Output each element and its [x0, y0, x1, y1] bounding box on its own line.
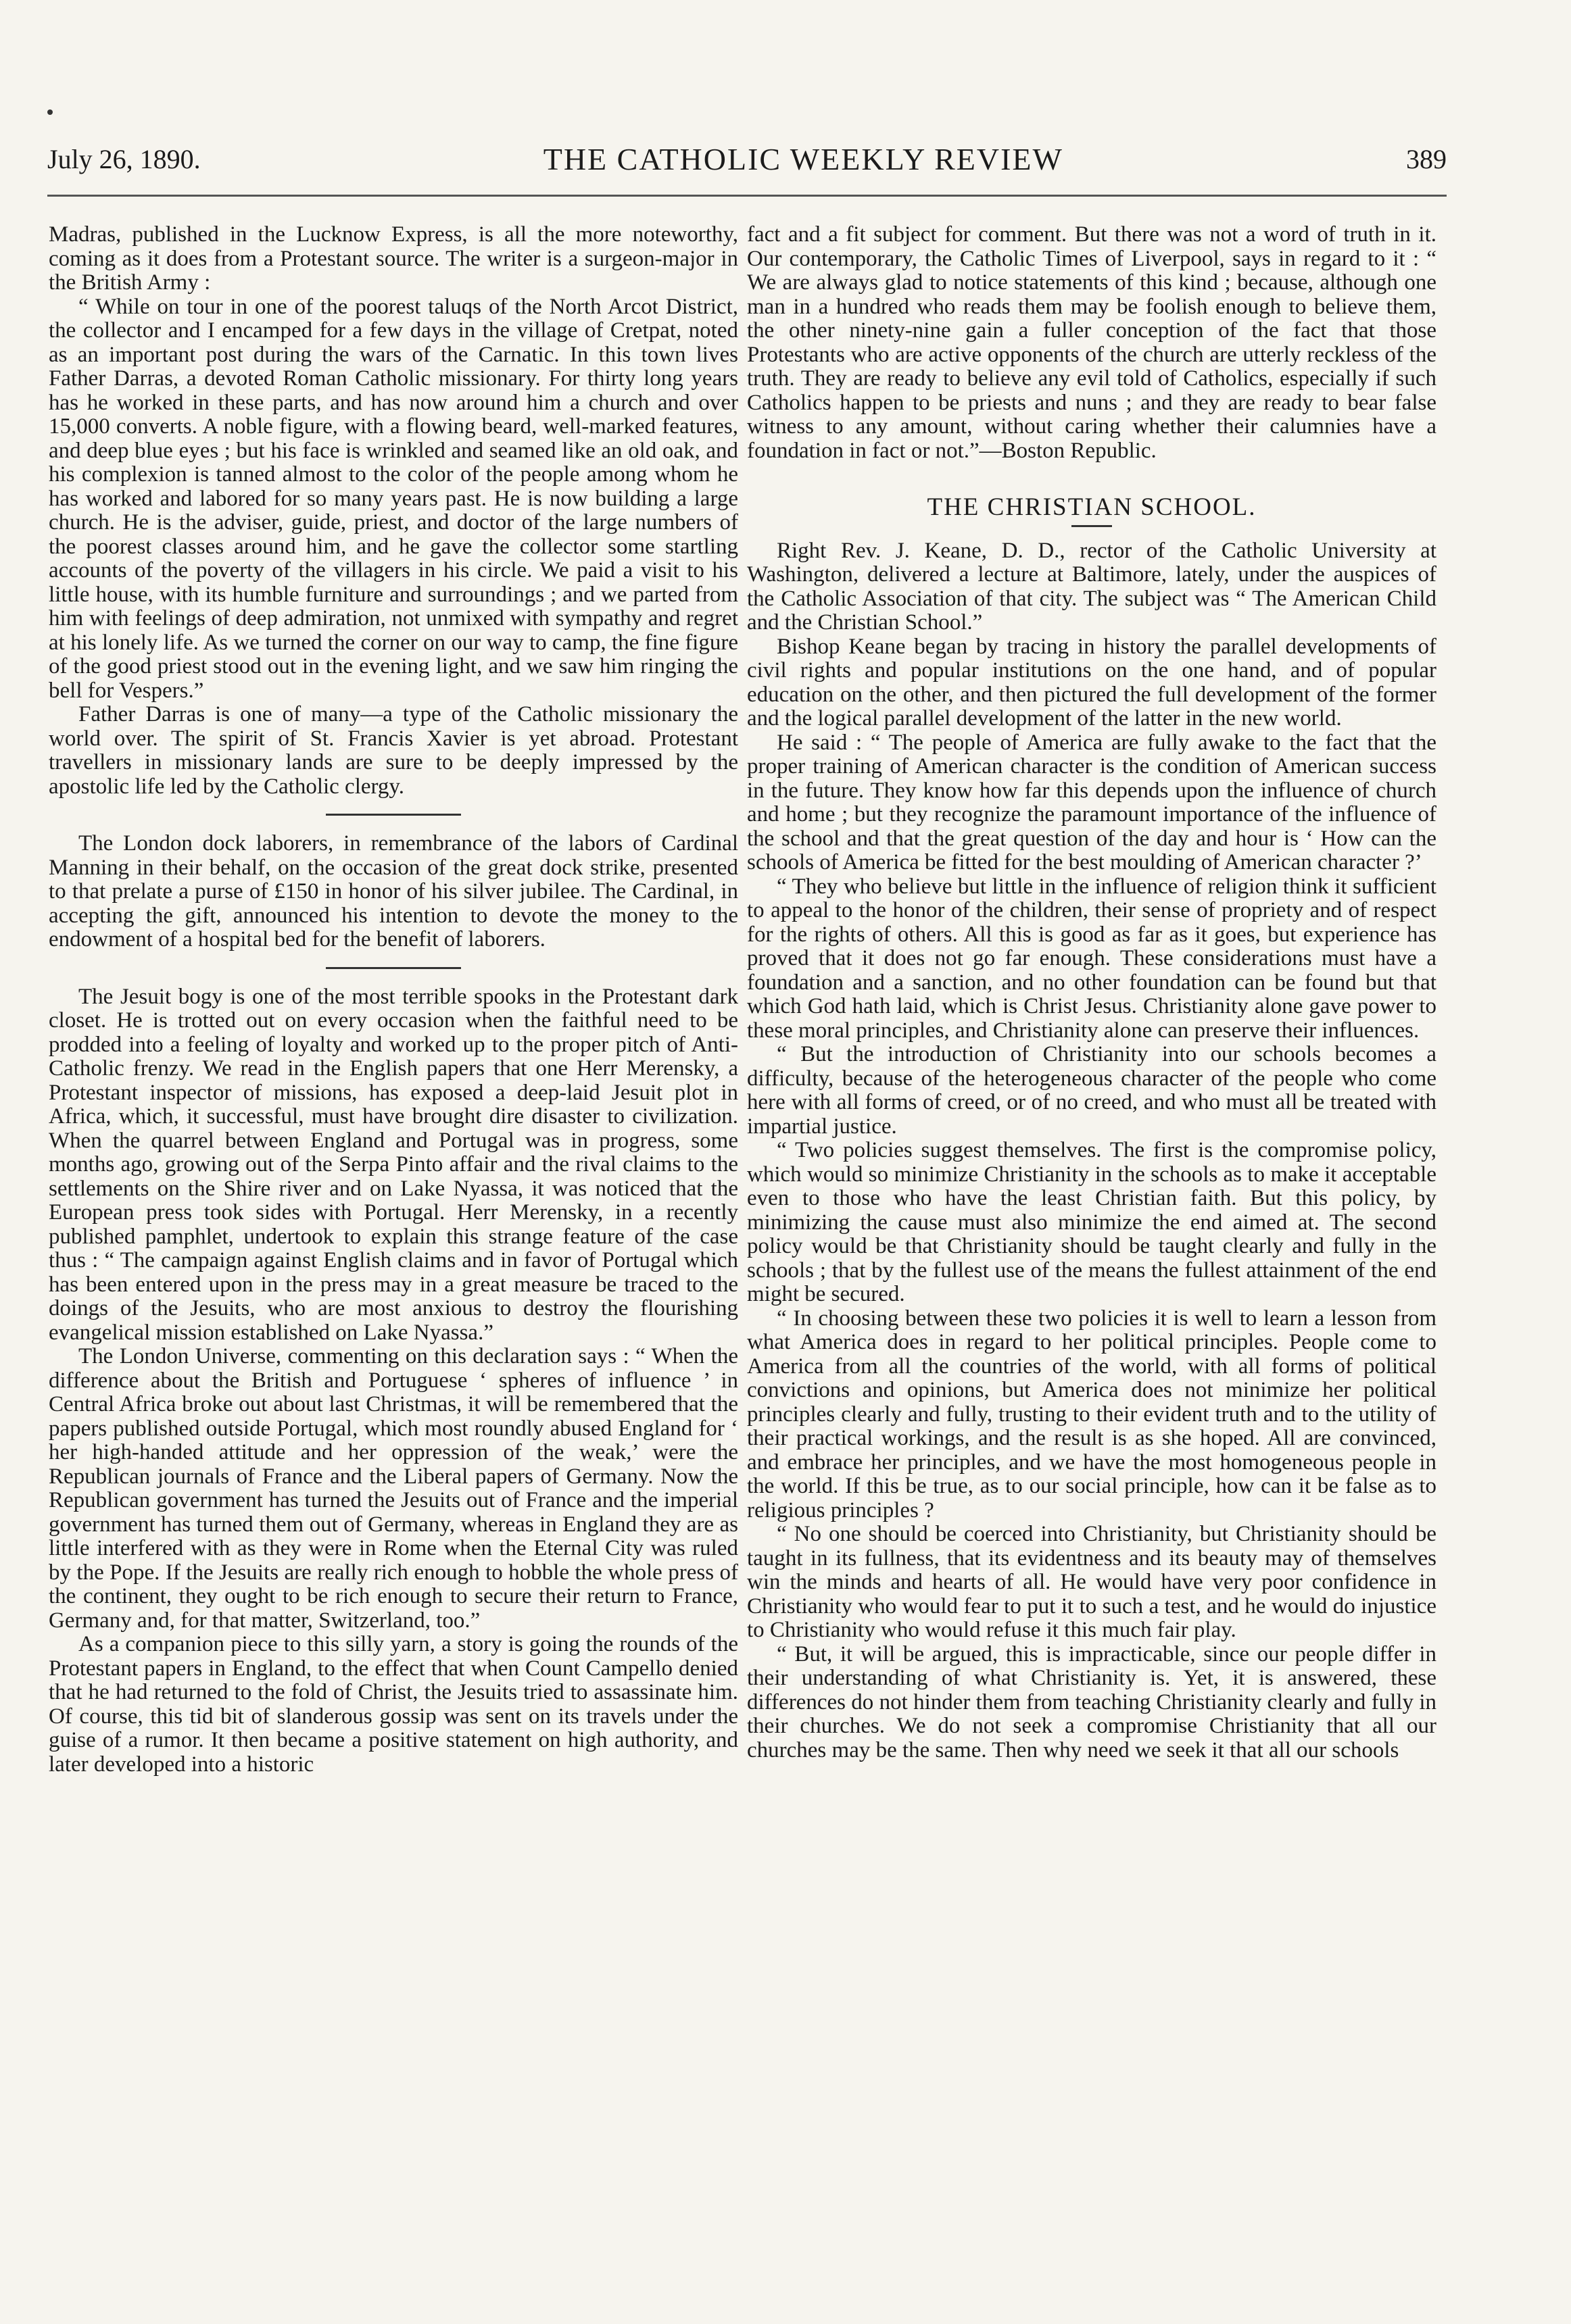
- right-column: [747, 223, 1436, 2304]
- header-rule: [47, 195, 1447, 197]
- article-paragraph: The London dock laborers, in remembrance of the labors of Cardinal Manning in their behalf, on the occasion of the great dock strike, presented to that prelate a purse of £150 in honor of his silver jubilee. The Cardinal, in accepting the gift, announced his intention to devote the money to the endowment of a hospital bed for the benefit of laborers.: [49, 831, 738, 951]
- publication-title: THE CATHOLIC WEEKLY REVIEW: [543, 141, 1063, 176]
- page-number: 389: [1405, 143, 1447, 174]
- article-paragraph: “ No one should be coerced into Christianity, but Christianity should be taught in its fullness, that its evidentness and its beauty may of themselves win the minds and hearts of all. He would have very poor confidence in Christianity who would fear to put it to such a test, and he would do injustice to Christianity who would refuse it this much fair play.: [747, 1522, 1436, 1642]
- issue-date: July 26, 1890.: [47, 143, 201, 174]
- article-paragraph: He said : “ The people of America are fully awake to the fact that the proper training of American character is the condition of American success in the future. They know how far this depends upon the influence of church and home ; but they recognize the paramount importance of the influence of the school and that the great question of the day and hour is ‘ How can the schools of America be fitted for the best moulding of American character ?’: [747, 730, 1436, 874]
- article-paragraph: Bishop Keane began by tracing in history the parallel developments of civil rights and popular institutions on the one hand, and of popular education on the other, and then pictured the full development of the former and the logical parallel development of the latter in the new world.: [747, 634, 1436, 731]
- article-paragraph: As a companion piece to this silly yarn, a story is going the rounds of the Protestant papers in England, to the effect that when Count Campello denied that he had returned to the fold of Christ, the Jesuits tried to assassinate him. Of course, this tid bit of slanderous gossip was sent on its travels under the guise of a rumor. It then became a positive statement on high authority, and later developed into a historic: [49, 1632, 738, 1777]
- article-paragraph: fact and a fit subject for comment. But there was not a word of truth in it. Our contemporary, the Catholic Times of Liverpool, says in regard to it : “ We are always glad to notice statements of this kind ; because, although one man in a hundred who reads them may be foolish enough to believe them, the other ninety-nine gain a fuller conception of the fact that those Protestants who are active opponents of the church are utterly reckless of the truth. They are ready to believe any evil told of Catholics, especially if such Catholics happen to be priests and nuns ; and they are ready to bear false witness to any amount, without caring whether their calumnies have a foundation in fact or not.”—Boston Republic.: [747, 223, 1436, 463]
- article-paragraph: “ But the introduction of Christianity into our schools becomes a difficulty, because of the heterogeneous character of the people who come here with all forms of creed, or of no creed, and who must all be treated with impartial justice.: [747, 1042, 1436, 1139]
- page-header: [47, 139, 1447, 179]
- article-paragraph: “ They who believe but little in the influence of religion think it sufficient to appeal to the honor of the children, their sense of propriety and of respect for the rights of others. All this is good as far as it goes, but experience has proved that it does not go far enough. These considerations must have a foundation and a sanction, and no other foundation can be found but that which God hath laid, which is Christ Jesus. Christianity alone gave power to these moral principles, and Christianity alone can preserve their influences.: [747, 874, 1436, 1043]
- article-paragraph: Father Darras is one of many—a type of the Catholic missionary the world over. The spirit of St. Francis Xavier is yet abroad. Protestant travellers in missionary lands are sure to be deeply impressed by the apostolic life led by the Catholic clergy.: [49, 702, 738, 799]
- article-separator: [326, 967, 461, 969]
- article-paragraph: The Jesuit bogy is one of the most terrible spooks in the Protestant dark closet. He is trotted out on every occasion when the faithful need to be prodded into a feeling of loyalty and worked up to the proper pitch of Anti-Catholic frenzy. We read in the English papers that one Herr Merensky, a Protestant inspector of missions, has exposed a deep-laid Jesuit plot in Africa, which, it successful, must have brought dire disaster to civilization. When the quarrel between England and Portugal was in progress, some months ago, growing out of the Serpa Pinto affair and the rival claims to the settlements on the Shire river and on Lake Nyassa, it was noticed that the European press took sides with Portugal. Herr Merensky, in a recently published pamphlet, undertook to explain this strange feature of the case thus : “ The campaign against English claims and in favor of Portugal which has been entered upon in the press may in a great measure be traced to the doings of the Jesuits, who are most anxious to destroy the flourishing evangelical mission established on Lake Nyassa.”: [49, 984, 738, 1345]
- article-paragraph: “ Two policies suggest themselves. The first is the compromise policy, which would so minimize Christianity in the schools as to make it acceptable even to those who have the least Christian faith. But this policy, by minimizing the cause must also minimize the end aimed at. The second policy would be that Christianity should be taught clearly and fully in the schools ; that by the fullest use of the means the fullest attainment of the end might be secured.: [747, 1138, 1436, 1306]
- article-paragraph: Madras, published in the Lucknow Express, is all the more noteworthy, coming as it does from a Protestant source. The writer is a surgeon-major in the British Army :: [49, 223, 738, 295]
- article-paragraph: Right Rev. J. Keane, D. D., rector of the Catholic University at Washington, delivered a lecture at Baltimore, lately, under the auspices of the Catholic Association of that city. The subject was “ The American Child and the Christian School.”: [747, 538, 1436, 635]
- article-paragraph: “ But, it will be argued, this is impracticable, since our people differ in their understanding of what Christianity is. Yet, it is answered, these differences do not hinder them from teaching Christianity clearly and fully in their churches. We do not seek a compromise Christianity that all our churches may be the same. Then why need we seek it that all our schools: [747, 1641, 1436, 1762]
- article-paragraph: The London Universe, commenting on this declaration says : “ When the difference about the British and Portuguese ‘ spheres of influence ’ in Central Africa broke out about last Christmas, it will be remembered that the papers published outside Portugal, which most roundly abused England for ‘ her high-handed attitude and her oppression of the weak,’ were the Republican journals of France and the Liberal papers of Germany. Now the Republican government has turned the Jesuits out of France and the imperial government has turned them out of Germany, whereas in England they are as little interfered with as they were in Rome when the Eternal City was ruled by the Pope. If the Jesuits are really rich enough to hobble the whole press of the continent, they ought to be rich enough to secure their return to France, Germany and, for that matter, Switzerland, too.”: [49, 1344, 738, 1633]
- heading-rule: [1071, 525, 1112, 527]
- left-column: [49, 223, 738, 2304]
- ink-speck: [47, 109, 53, 115]
- article-paragraph: “ In choosing between these two policies it is well to learn a lesson from what America does in regard to her political principles. People come to America from all the countries of the world, with all forms of political convictions and opinions, but America does not minimize her political principles clearly and fully, trusting to their evident truth and to the utility of their practical workings, and the result is as she hoped. All are convinced, and embrace her principles, and we have the most homogeneous people in the world. If this be true, as to our social principle, how can it be false as to religious principles ?: [747, 1306, 1436, 1523]
- article-paragraph: “ While on tour in one of the poorest taluqs of the North Arcot District, the collector and I encamped for a few days in the village of Cretpat, noted as an important post during the wars of the Carnatic. In this town lives Father Darras, a devoted Roman Catholic missionary. For thirty long years has he worked in these parts, and has now around him a church and over 15,000 converts. A noble figure, with a flowing beard, well-marked features, and deep blue eyes ; but his face is wrinkled and seamed like an old oak, and his complexion is tanned almost to the color of the people among whom he has worked and labored for so many years past. He is now building a large church. He is the adviser, guide, priest, and doctor of the large numbers of the poorest classes around him, and he gave the collector some startling accounts of the poverty of the villagers in his circle. We paid a visit to his little house, with its humble furniture and surroundings ; and we parted from him with feelings of deep admiration, not unmixed with sympathy and regret at his lonely life. As we turned the corner on our way to camp, the fine figure of the good priest stood out in the evening light, and we saw him ringing the bell for Vespers.”: [49, 294, 738, 703]
- article-separator: [326, 814, 461, 816]
- section-heading: THE CHRISTIAN SCHOOL.: [927, 493, 1257, 521]
